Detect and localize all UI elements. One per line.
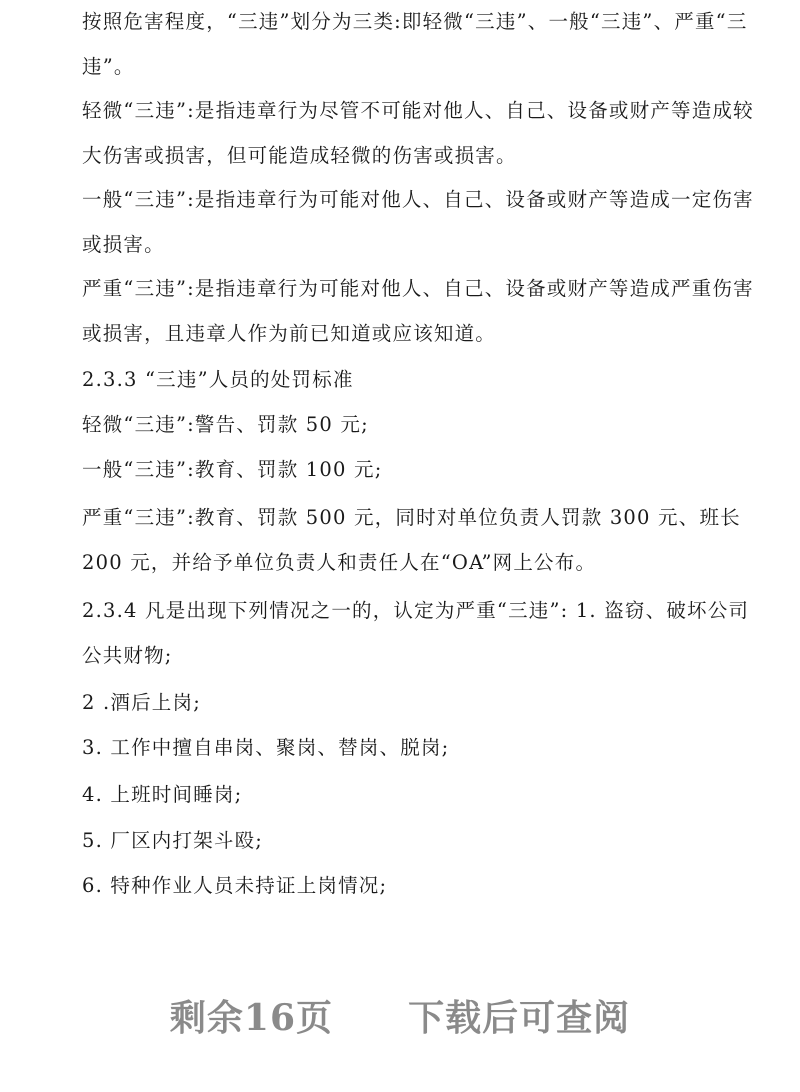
list-item-leave-post: 3. 工作中擅自串岗、聚岗、替岗、脱岗; xyxy=(82,736,450,759)
paragraph-block-14 xyxy=(24,864,760,909)
paragraph-block-12 xyxy=(24,773,760,818)
list-item-no-certificate: 6. 特种作业人员未持证上岗情况; xyxy=(82,874,388,897)
paragraph-block-8 xyxy=(24,496,760,585)
paragraph-block-1 xyxy=(24,0,760,89)
paragraph-block-10 xyxy=(24,681,760,726)
penalty-general: 一般“三违”:教育、罚款 100 元; xyxy=(82,458,383,481)
remaining-pages-label: 剩余16页 xyxy=(169,997,333,1039)
paragraph-block-5 xyxy=(24,358,760,403)
paragraph-block-3 xyxy=(24,178,760,267)
paragraph-block-9 xyxy=(24,589,760,678)
list-item-drunk-duty: 2 .酒后上岗; xyxy=(82,691,201,714)
paragraph-block-6 xyxy=(24,403,760,448)
paragraph-serious-violation: 严重“三违”:是指违章行为可能对他人、自己、设备或财产等造成严重伤害或损害，且违章人作为前已知道或应该知道。 xyxy=(82,277,754,345)
paragraph-block-7 xyxy=(24,448,760,493)
paragraph-general-violation: 一般“三违”:是指违章行为可能对他人、自己、设备或财产等造成一定伤害或损害。 xyxy=(82,188,754,256)
paragraph-block-2 xyxy=(24,89,760,178)
download-label: 下载后可查阅 xyxy=(408,997,631,1039)
list-item-fighting: 5. 厂区内打架斗殴; xyxy=(82,829,264,852)
paragraph-hazard-levels: 按照危害程度，“三违”划分为三类:即轻微“三违”、一般“三违”、严重“三违”。 xyxy=(82,10,748,78)
paragraph-block-4 xyxy=(24,267,760,356)
section-heading-penalty-standard: 2.3.3 “三违”人员的处罚标准 xyxy=(82,368,354,391)
paragraph-minor-violation: 轻微“三违”:是指违章行为尽管不可能对他人、自己、设备或财产等造成较大伤害或损害，但可能造成轻微的伤害或损害。 xyxy=(82,99,754,167)
section-heading-serious-cases: 2.3.4 凡是出现下列情况之一的，认定为严重“三违”: 1. 盗窃、破坏公司公共财物; xyxy=(82,599,750,667)
paragraph-block-13 xyxy=(24,819,760,864)
download-banner[interactable] xyxy=(0,990,800,1041)
penalty-serious: 严重“三违”:教育、罚款 500 元，同时对单位负责人罚款 300 元、班长 200 元，并给予单位负责人和责任人在“OA”网上公布。 xyxy=(82,506,741,574)
penalty-minor: 轻微“三违”:警告、罚款 50 元; xyxy=(82,413,369,436)
list-item-sleep-duty: 4. 上班时间睡岗; xyxy=(82,783,243,806)
paragraph-block-11 xyxy=(24,726,760,771)
